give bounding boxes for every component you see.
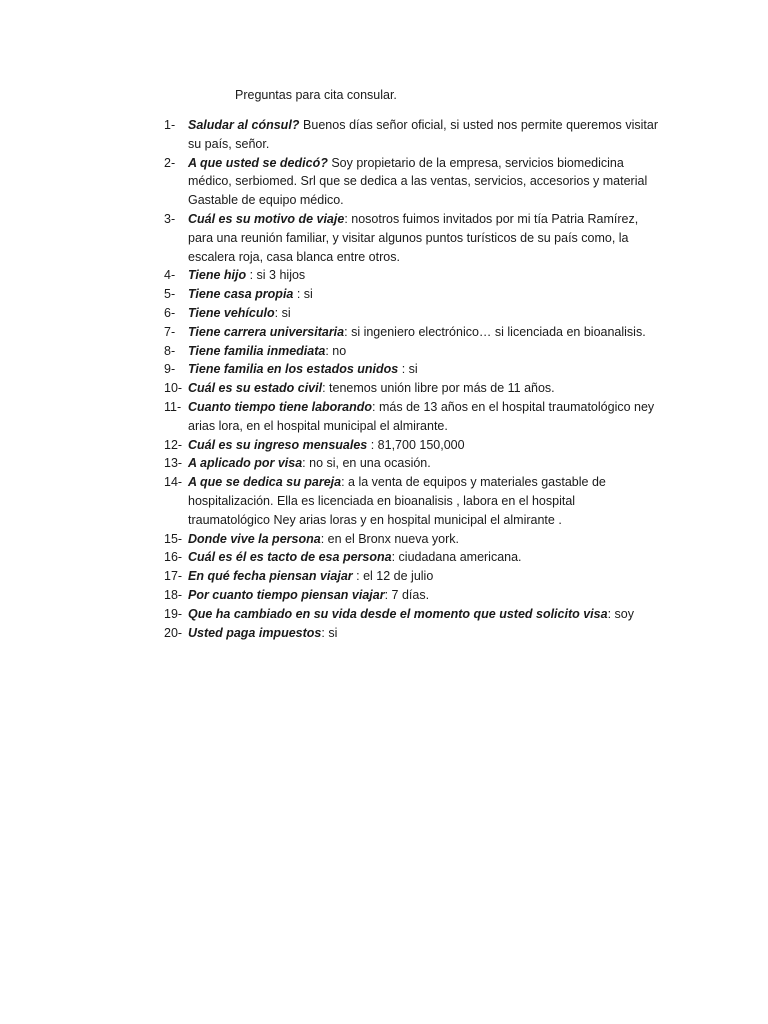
item-question: Cuál es su estado civil xyxy=(188,381,323,396)
list-item xyxy=(164,116,658,154)
list-item xyxy=(164,360,658,379)
item-answer: no si, en una ocasión. xyxy=(305,456,431,471)
item-question: Tiene familia en los estados unidos xyxy=(188,362,399,377)
list-item xyxy=(164,398,658,436)
item-answer: si 3 hijos xyxy=(253,268,306,283)
list-item xyxy=(164,304,658,323)
item-answer: si xyxy=(278,305,291,320)
item-question: Donde vive la persona xyxy=(188,531,321,546)
item-question: En qué fecha piensan viajar xyxy=(188,569,353,584)
item-number: 7- xyxy=(164,324,176,339)
item-separator: : xyxy=(372,399,376,414)
document-title: Preguntas para cita consular. xyxy=(235,88,397,102)
list-item xyxy=(164,323,658,342)
item-number: 18- xyxy=(164,587,183,602)
item-answer: nosotros fuimos invitados por mi tía Patria Ramírez, para una reunión familiar, y visitar algunos puntos turísticos de su país como, la escalera roja, casa blanca entre otros. xyxy=(188,211,639,264)
item-body xyxy=(188,210,658,266)
item-question: A que se dedica su pareja xyxy=(188,475,342,490)
item-body xyxy=(188,285,658,304)
item-body xyxy=(188,398,658,436)
item-number: 15- xyxy=(164,531,183,546)
list-item xyxy=(164,586,658,605)
item-answer: a la venta de equipos y materiales gastable de hospitalización. Ella es licenciada en bioanalisis , labora en el hospital traumatológico Ney arias loras y en hospital municipal el almirante . xyxy=(188,475,606,527)
item-number: 6- xyxy=(164,305,176,320)
item-body xyxy=(188,530,658,549)
item-separator: : xyxy=(607,606,612,621)
list-item xyxy=(164,605,658,624)
item-separator: : xyxy=(322,381,326,396)
item-separator: : xyxy=(320,531,325,546)
item-body xyxy=(188,567,658,586)
list-item xyxy=(164,285,658,304)
item-answer: en el Bronx nueva york. xyxy=(324,531,459,546)
item-question: Cuál es él es tacto de esa persona xyxy=(188,550,392,565)
item-question: Saludar al cónsul? xyxy=(188,118,300,132)
item-separator: : xyxy=(246,268,254,283)
item-body xyxy=(188,266,658,285)
item-number: 16- xyxy=(164,550,183,565)
item-separator: : xyxy=(302,456,306,471)
item-separator: : xyxy=(274,305,279,320)
item-body xyxy=(188,624,658,643)
item-question: Tiene vehículo xyxy=(188,305,275,320)
item-body xyxy=(188,379,658,398)
item-answer: 7 días. xyxy=(388,587,430,602)
item-question: Tiene casa propia xyxy=(188,287,294,302)
list-item xyxy=(164,210,658,266)
item-separator: : xyxy=(325,343,329,358)
item-separator: : xyxy=(321,625,325,640)
item-number: 1- xyxy=(164,118,176,132)
item-answer: Buenos días señor oficial, si usted nos permite queremos visitar su país, señor. xyxy=(188,118,658,151)
item-number: 10- xyxy=(164,381,183,396)
item-answer: más de 13 años en el hospital traumatológico ney arias lora, en el hospital municipal el almirante. xyxy=(188,399,655,433)
item-number: 20- xyxy=(164,625,183,640)
list-item xyxy=(164,548,658,567)
item-body xyxy=(188,323,658,342)
item-body xyxy=(188,360,658,379)
item-number: 19- xyxy=(164,606,183,621)
item-number: 14- xyxy=(164,475,183,490)
item-body xyxy=(188,154,658,210)
list-item xyxy=(164,567,658,586)
item-answer: si xyxy=(324,625,338,640)
item-question: A que usted se dedicó? xyxy=(188,155,328,170)
item-number: 17- xyxy=(164,569,183,584)
list-item xyxy=(164,379,658,398)
list-item xyxy=(164,342,658,361)
item-separator: : xyxy=(367,437,375,452)
item-question: A aplicado por visa xyxy=(188,456,303,471)
item-number: 11- xyxy=(164,399,182,414)
item-number: 13- xyxy=(164,456,183,471)
list-item xyxy=(164,530,658,549)
item-number: 12- xyxy=(164,437,183,452)
item-separator: : xyxy=(293,287,301,302)
item-answer: 81,700 150,000 xyxy=(374,437,465,452)
item-number: 3- xyxy=(164,211,176,226)
item-separator: : xyxy=(344,211,348,226)
item-question: Cuanto tiempo tiene laborando xyxy=(188,399,373,414)
item-answer: si ingeniero electrónico… si licenciada en bioanalisis. xyxy=(347,324,646,339)
item-question: Tiene carrera universitaria xyxy=(188,324,345,339)
item-body xyxy=(188,454,658,473)
item-separator: : xyxy=(344,324,348,339)
list-item xyxy=(164,436,658,455)
item-question: Tiene hijo xyxy=(188,268,247,283)
item-answer: ciudadana americana. xyxy=(395,550,522,565)
item-question: Cuál es su motivo de viaje xyxy=(188,211,345,226)
item-answer: soy xyxy=(611,606,634,621)
item-answer: tenemos unión libre por más de 11 años. xyxy=(325,381,555,396)
item-body xyxy=(188,548,658,567)
item-question: Tiene familia inmediata xyxy=(188,343,326,358)
item-answer: si xyxy=(405,362,418,377)
list-item xyxy=(164,473,658,529)
item-answer: si xyxy=(300,287,313,302)
item-question: Usted paga impuestos xyxy=(188,625,322,640)
item-number: 5- xyxy=(164,287,176,302)
item-separator: : xyxy=(341,475,345,490)
item-body xyxy=(188,605,658,624)
item-body xyxy=(188,116,658,154)
item-number: 9- xyxy=(164,362,176,377)
item-separator: : xyxy=(391,550,396,565)
item-body xyxy=(188,473,658,529)
item-body xyxy=(188,586,658,605)
item-question: Que ha cambiado en su vida desde el momento que usted solicito visa xyxy=(188,606,608,621)
item-number: 2- xyxy=(164,155,176,170)
item-body xyxy=(188,342,658,361)
item-answer: no xyxy=(328,343,347,358)
item-answer: el 12 de julio xyxy=(359,569,434,584)
list-item xyxy=(164,454,658,473)
item-number: 4- xyxy=(164,268,176,283)
item-body xyxy=(188,304,658,323)
item-question: Por cuanto tiempo piensan viajar xyxy=(188,587,385,602)
item-question: Cuál es su ingreso mensuales xyxy=(188,437,368,452)
item-separator: : xyxy=(398,362,406,377)
item-body xyxy=(188,436,658,455)
list-item xyxy=(164,266,658,285)
item-separator: : xyxy=(352,569,360,584)
item-answer: Soy propietario de la empresa, servicios biomedicina médico, serbiomed. Srl que se dedica a las ventas, servicios, accesorios y material Gastable de equipo médico. xyxy=(188,155,648,208)
list-item xyxy=(164,624,658,643)
item-separator: : xyxy=(384,587,389,602)
question-list xyxy=(164,116,658,642)
item-number: 8- xyxy=(164,343,176,358)
list-item xyxy=(164,154,658,210)
